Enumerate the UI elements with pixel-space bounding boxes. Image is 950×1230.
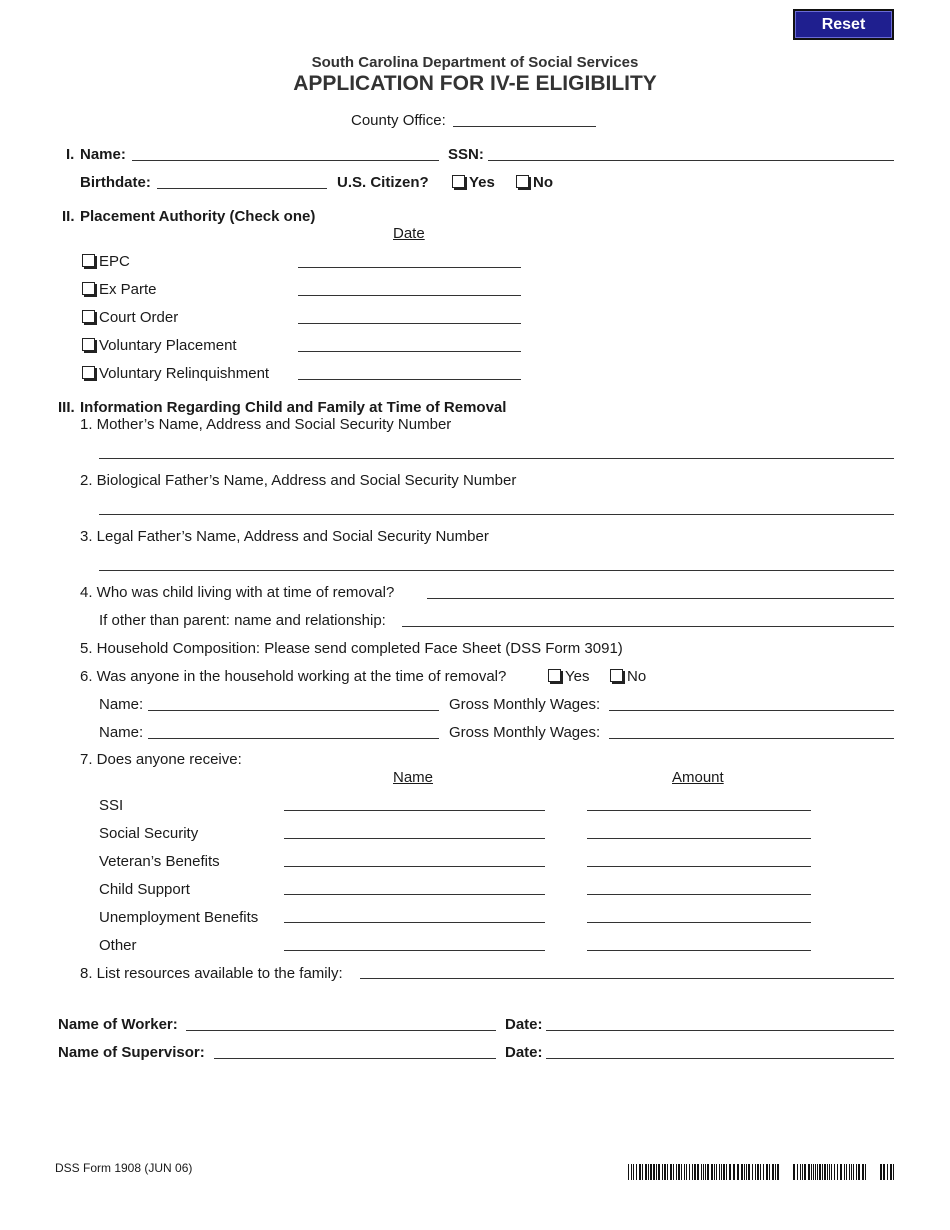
child-living-with-field[interactable] <box>427 581 894 599</box>
barcode-bar <box>893 1164 894 1180</box>
barcode-bar <box>865 1164 866 1180</box>
ssn-field[interactable] <box>488 143 894 161</box>
question-3: 3. Legal Father’s Name, Address and Social Security Number <box>80 528 489 545</box>
benefit-label: Unemployment Benefits <box>99 909 259 926</box>
worker-date-label: Date: <box>505 1016 543 1033</box>
barcode-bar <box>721 1164 722 1180</box>
supervisor-name-label: Name of Supervisor: <box>58 1044 205 1061</box>
barcode-bar <box>755 1164 756 1180</box>
barcode-bar <box>887 1164 888 1180</box>
checkbox-icon <box>610 669 623 682</box>
barcode-bar <box>656 1164 657 1180</box>
barcode-bar <box>858 1164 860 1180</box>
barcode-bar <box>853 1164 854 1180</box>
barcode-bar <box>723 1164 725 1180</box>
barcode-bar <box>684 1164 685 1180</box>
question-1: 1. Mother’s Name, Address and Social Security Number <box>80 416 452 433</box>
barcode-bar <box>856 1164 857 1180</box>
checkbox-icon <box>516 175 529 188</box>
barcode-bar <box>697 1164 699 1180</box>
citizen-no-label: No <box>533 174 553 191</box>
barcode-bar <box>689 1164 690 1180</box>
barcode-bar <box>822 1164 823 1180</box>
agency-name: South Carolina Department of Social Services <box>311 54 639 71</box>
barcode-bar <box>769 1164 770 1180</box>
bio-father-info-field[interactable] <box>99 496 894 514</box>
barcode-bar <box>849 1164 850 1180</box>
placement-option-label: Voluntary Relinquishment <box>99 365 270 382</box>
barcode-bar <box>777 1164 779 1180</box>
barcode-bar <box>729 1164 731 1180</box>
worker-1-name-field[interactable] <box>148 693 439 711</box>
barcode-bar <box>716 1164 717 1180</box>
barcode-bar <box>662 1164 663 1180</box>
other-relationship-field[interactable] <box>402 609 894 627</box>
barcode-bar <box>667 1164 668 1180</box>
barcode-bar <box>815 1164 816 1180</box>
worker-2-name-label: Name: <box>99 724 144 741</box>
barcode-bar <box>862 1164 864 1180</box>
working-no-option[interactable] <box>610 668 646 686</box>
barcode-bar <box>752 1164 753 1180</box>
barcode-bar <box>633 1164 634 1180</box>
barcode-bar <box>829 1164 830 1180</box>
barcode-bar <box>694 1164 696 1180</box>
barcode-bar <box>763 1164 764 1180</box>
worker-name-field[interactable] <box>186 1013 496 1031</box>
form-number: DSS Form 1908 (JUN 06) <box>55 1161 193 1175</box>
placement-option-label: Voluntary Placement <box>99 337 237 354</box>
benefit-label: Social Security <box>99 825 199 842</box>
barcode-bar <box>846 1164 847 1180</box>
barcode-bar <box>670 1164 672 1180</box>
benefit-label: SSI <box>99 797 124 814</box>
barcode-bar <box>726 1164 727 1180</box>
placement-option-label: Ex Parte <box>99 281 157 298</box>
barcode-bar <box>757 1164 759 1180</box>
benefit-label: Child Support <box>99 881 190 898</box>
citizen-no-option[interactable] <box>516 174 553 192</box>
question-2: 2. Biological Father’s Name, Address and Social Security Number <box>80 472 517 489</box>
checkbox-icon <box>452 175 465 188</box>
working-yes-label: Yes <box>565 668 590 685</box>
placement-option-ex-parte[interactable] <box>82 281 157 299</box>
name-field[interactable] <box>132 143 439 161</box>
barcode-bar <box>824 1164 826 1180</box>
question-8: 8. List resources available to the family: <box>80 965 343 982</box>
placement-option-voluntary-relinquishment[interactable] <box>82 365 269 383</box>
barcode-bar <box>705 1164 706 1180</box>
ssn-label: SSN: <box>448 146 484 163</box>
supervisor-date-field[interactable] <box>546 1041 894 1059</box>
citizen-yes-label: Yes <box>469 174 495 191</box>
checkbox-icon <box>82 282 95 295</box>
barcode-bar <box>681 1164 682 1180</box>
barcode-bar <box>793 1164 795 1180</box>
barcode-bar <box>813 1164 814 1180</box>
checkbox-icon <box>82 254 95 267</box>
barcode-bar <box>737 1164 739 1180</box>
barcode-bar <box>797 1164 798 1180</box>
citizen-yes-option[interactable] <box>452 174 495 192</box>
barcode-bar <box>678 1164 680 1180</box>
barcode-bar <box>701 1164 702 1180</box>
worker-2-name-field[interactable] <box>148 721 439 739</box>
barcode-bar <box>837 1164 838 1180</box>
question-4b: If other than parent: name and relationship: <box>99 612 386 629</box>
working-no-label: No <box>627 668 647 685</box>
resources-field[interactable] <box>360 961 894 979</box>
barcode-bar <box>703 1164 704 1180</box>
legal-father-info-field[interactable] <box>99 552 894 570</box>
checkbox-icon <box>548 669 561 682</box>
form-title: APPLICATION FOR IV-E ELIGIBILITY <box>293 72 657 95</box>
county-office-label: County Office: <box>351 112 446 129</box>
barcode-bar <box>880 1164 882 1180</box>
placement-option-court-order[interactable] <box>82 309 178 327</box>
barcode-bar <box>711 1164 713 1180</box>
barcode-bar <box>692 1164 693 1180</box>
barcode-bar <box>890 1164 892 1180</box>
barcode-bar <box>831 1164 832 1180</box>
section-2-heading: Placement Authority (Check one) <box>80 208 316 225</box>
barcode-bar <box>817 1164 818 1180</box>
barcode-bar <box>648 1164 649 1180</box>
barcode-bar <box>840 1164 842 1180</box>
worker-1-wages-label: Gross Monthly Wages: <box>449 696 601 713</box>
worker-1-wages-field[interactable] <box>609 693 894 711</box>
barcode-bar <box>775 1164 776 1180</box>
section-3-heading: Information Regarding Child and Family at Time of Removal <box>80 399 507 416</box>
question-6: 6. Was anyone in the household working at the time of removal? <box>80 668 507 685</box>
barcode-bar <box>673 1164 674 1180</box>
barcode-bar <box>650 1164 652 1180</box>
barcode-bar <box>844 1164 845 1180</box>
barcode-bar <box>760 1164 761 1180</box>
barcode-bar <box>628 1164 629 1180</box>
birthdate-label: Birthdate: <box>80 174 151 191</box>
mother-info-field[interactable] <box>99 440 894 458</box>
barcode-bar <box>658 1164 660 1180</box>
worker-1-name-label: Name: <box>99 696 144 713</box>
barcode-bar <box>827 1164 828 1180</box>
section-2-number: II. <box>62 208 75 225</box>
supervisor-date-label: Date: <box>505 1044 543 1061</box>
barcode-bar <box>746 1164 747 1180</box>
barcode-bar <box>811 1164 812 1180</box>
birthdate-field[interactable] <box>157 171 327 189</box>
barcode <box>628 1164 894 1180</box>
amount-column-header: Amount <box>672 769 724 786</box>
name-column-header: Name <box>393 769 434 786</box>
name-label: Name: <box>80 146 126 163</box>
barcode-bar <box>664 1164 666 1180</box>
worker-date-field[interactable] <box>546 1013 894 1031</box>
placement-option-label: Court Order <box>99 309 179 326</box>
barcode-bar <box>834 1164 835 1180</box>
placement-option-epc[interactable] <box>82 253 130 271</box>
barcode-bar <box>639 1164 641 1180</box>
section-1-number: I. <box>66 146 75 163</box>
date-column-header: Date <box>393 225 425 242</box>
barcode-bar <box>631 1164 632 1180</box>
barcode-bar <box>819 1164 821 1180</box>
checkbox-icon <box>82 338 95 351</box>
citizen-label: U.S. Citizen? <box>337 174 429 191</box>
working-yes-option[interactable] <box>548 668 589 686</box>
barcode-bar <box>851 1164 852 1180</box>
worker-name-label: Name of Worker: <box>58 1016 178 1033</box>
question-4: 4. Who was child living with at time of removal? <box>80 584 395 601</box>
barcode-bar <box>741 1164 743 1180</box>
supervisor-name-field[interactable] <box>214 1041 496 1059</box>
barcode-bar <box>748 1164 750 1180</box>
benefit-label: Veteran’s Benefits <box>99 853 220 870</box>
checkbox-icon <box>82 366 95 379</box>
barcode-bar <box>686 1164 687 1180</box>
barcode-bar <box>676 1164 677 1180</box>
worker-2-wages-field[interactable] <box>609 721 894 739</box>
barcode-bar <box>719 1164 720 1180</box>
barcode-bar <box>804 1164 806 1180</box>
reset-button[interactable]: Reset <box>793 9 894 40</box>
barcode-bar <box>772 1164 774 1180</box>
question-5: 5. Household Composition: Please send completed Face Sheet (DSS Form 3091) <box>80 640 623 657</box>
barcode-bar <box>642 1164 643 1180</box>
section-3-number: III. <box>58 399 75 416</box>
barcode-bar <box>653 1164 655 1180</box>
barcode-bar <box>636 1164 637 1180</box>
county-office-field[interactable] <box>453 109 596 127</box>
barcode-bar <box>714 1164 715 1180</box>
worker-2-wages-label: Gross Monthly Wages: <box>449 724 601 741</box>
checkbox-icon <box>82 310 95 323</box>
placement-option-voluntary-placement[interactable] <box>82 337 237 355</box>
barcode-bar <box>800 1164 801 1180</box>
barcode-bar <box>707 1164 709 1180</box>
placement-option-label: EPC <box>99 253 130 270</box>
benefit-label: Other <box>99 937 137 954</box>
barcode-bar <box>883 1164 885 1180</box>
barcode-bar <box>744 1164 745 1180</box>
barcode-bar <box>766 1164 768 1180</box>
barcode-bar <box>808 1164 810 1180</box>
barcode-bar <box>802 1164 803 1180</box>
barcode-bar <box>733 1164 735 1180</box>
barcode-bar <box>645 1164 647 1180</box>
question-7: 7. Does anyone receive: <box>80 751 242 768</box>
